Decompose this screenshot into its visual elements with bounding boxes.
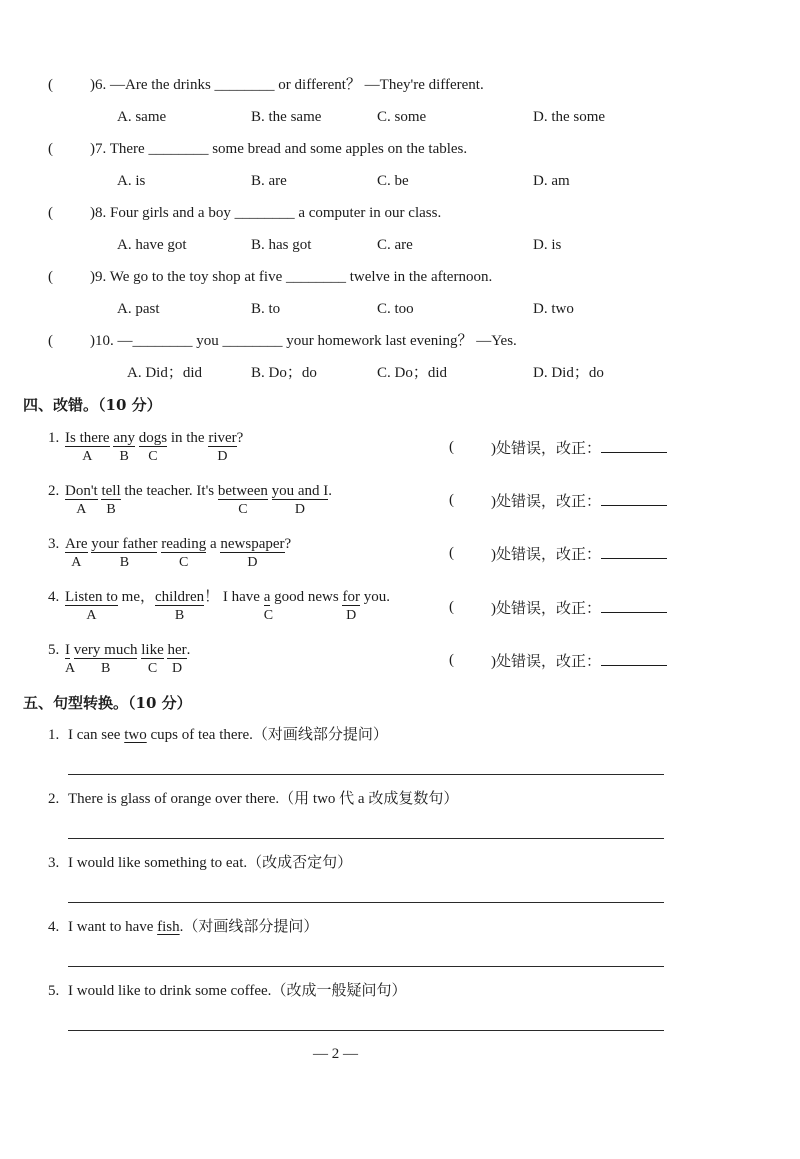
instruction-note: （用 two 代 a 改成复数句） [279,791,459,807]
mc-question-6 [90,76,484,94]
underlined-segment-b [73,642,138,676]
segment-text: like [141,642,164,658]
correction-answer-3 [491,544,667,564]
sentence-text: good news [274,589,339,605]
sentence-text: I would like something to eat. [68,855,248,871]
answer-paren: ( [449,545,454,561]
mc-question-9 [90,268,492,286]
segment-letter-c: C [179,555,189,570]
question-number: )6. [90,77,107,93]
instruction-note: （对画线部分提问） [252,727,388,743]
item-number: 5. [48,983,60,999]
question-number: )8. [90,205,107,221]
answer-paren: ( [449,652,454,668]
option-b: B. the same [251,109,322,125]
segment-letter-a: A [86,608,97,623]
underlined-segment-a [65,642,76,676]
item-number: 4. [48,919,60,935]
option-b: B. to [251,301,281,317]
segment-letter-c: C [148,449,158,464]
segment-text: I [65,642,70,658]
underlined-segment-b [101,483,121,517]
segment-text: Are [65,536,88,552]
segment-letter-a: A [65,661,76,676]
segment-letter-d: D [247,555,258,570]
answer-label: )处错误，改正： [491,654,601,670]
segment-text: Is there [65,430,110,446]
question-number: )7. [90,141,107,157]
item-number: 3. [48,855,60,871]
sentence-text: I can see [68,727,125,743]
item-number: 1. [48,430,60,446]
option-b: B. has got [251,237,312,253]
instruction-note: （改成一般疑问句） [271,983,407,999]
answer-line [68,902,664,903]
option-c: C. some [377,109,427,125]
correction-item-4 [48,588,390,623]
underlined-segment-c [217,483,268,517]
mc-question-7 [90,140,467,158]
segment-letter-c: C [263,608,274,623]
segment-letter-b: B [100,661,111,676]
segment-text: you and I [271,483,329,499]
underlined-segment-d [220,536,285,570]
segment-letter-c: C [147,661,158,676]
question-number: )10. [90,333,114,349]
answer-paren: ( [449,492,454,508]
underlined-segment-b [91,536,158,570]
underlined-segment-a [65,483,98,517]
sentence-text: ！ I have [204,589,260,605]
segment-text: Don't [65,483,98,499]
sentence-text: in the [170,430,205,446]
sentence-text: . [328,483,333,499]
underlined-word: fish [157,919,180,935]
segment-text: any [113,430,135,446]
item-number: 3. [48,536,60,552]
option-c: C. are [377,237,413,253]
sentence-text: I would like to drink some coffee. [68,983,272,999]
instruction-note: （对画线部分提问） [183,919,319,935]
sentence-text: . [186,642,191,658]
correction-item-1 [48,429,244,464]
question-stem: We go to the toy shop at five ________ twelve in the afternoon. [109,269,493,285]
segment-text: tell [101,483,121,499]
mc-question-8 [90,204,441,222]
underlined-segment-d [167,642,187,676]
segment-letter-b: B [119,449,129,464]
answer-blank [601,491,667,506]
option-c: C. Do；did [377,365,448,381]
transform-item-3 [48,854,352,872]
correction-answer-4 [491,598,667,618]
transform-item-1 [48,726,388,744]
segment-letter-d: D [294,502,305,517]
option-b: B. Do；do [251,365,317,381]
sentence-text: me， [121,589,155,605]
segment-text: her [167,642,187,658]
answer-paren: ( [449,599,454,615]
sentence-text: . [179,919,184,935]
item-number: 5. [48,642,60,658]
option-a: A. past [117,301,160,317]
underlined-segment-b [113,430,135,464]
underlined-segment-c [161,536,207,570]
option-d: D. the some [533,109,606,125]
transform-item-4 [48,918,318,936]
option-a: A. same [117,109,167,125]
answer-label: )处错误，改正： [491,441,601,457]
answer-paren: ( [48,333,53,349]
sentence-text: a [209,536,217,552]
question-stem: —________ you ________ your homework last evening？ —Yes. [117,333,517,349]
answer-line [68,1030,664,1031]
page-number: — 2 — [313,1046,358,1062]
section-header-correction: 四、改错。（10 分） [23,396,162,414]
segment-text: for [342,589,360,605]
segment-letter-b: B [119,555,130,570]
segment-letter-a: A [71,555,82,570]
segment-text: between [217,483,268,499]
answer-label: )处错误，改正： [491,601,601,617]
underlined-segment-d [208,430,237,464]
item-number: 2. [48,791,60,807]
transform-item-5 [48,982,406,1000]
option-b: B. are [251,173,287,189]
underlined-segment-c [263,589,274,623]
answer-line [68,774,664,775]
segment-text: your father [91,536,158,552]
segment-letter-a: A [82,449,93,464]
segment-text: Listen to [65,589,118,605]
segment-text: dogs [138,430,168,446]
option-a: A. have got [117,237,187,253]
segment-letter-d: D [172,661,183,676]
segment-text: reading [161,536,207,552]
segment-letter-c: C [238,502,248,517]
sentence-text: ? [284,536,292,552]
option-a: A. is [117,173,146,189]
answer-blank [601,598,667,613]
segment-letter-d: D [346,608,357,623]
correction-item-3 [48,535,292,570]
question-stem: —Are the drinks ________ or different？ —They're different. [110,77,484,93]
segment-letter-d: D [217,449,228,464]
underlined-segment-c [138,430,168,464]
sentence-text: ? [236,430,244,446]
answer-blank [601,438,667,453]
option-c: C. too [377,301,414,317]
underlined-segment-a [65,536,88,570]
segment-letter-a: A [76,502,87,517]
instruction-note: （改成否定句） [247,855,353,871]
answer-paren: ( [48,77,53,93]
sentence-text: I want to have [68,919,158,935]
question-stem: There ________ some bread and some apples on the tables. [109,141,468,157]
item-number: 1. [48,727,60,743]
option-d: D. is [533,237,562,253]
transform-item-2 [48,790,458,808]
sentence-text: the teacher. It's [124,483,215,499]
underlined-segment-a [65,589,118,623]
answer-paren: ( [48,205,53,221]
answer-line [68,966,664,967]
correction-answer-2 [491,491,667,511]
correction-item-5 [48,641,191,676]
answer-paren: ( [48,269,53,285]
segment-text: very much [73,642,138,658]
answer-blank [601,544,667,559]
segment-text: river [208,430,237,446]
segment-letter-b: B [106,502,116,517]
sentence-text: There is glass of orange over there. [68,791,280,807]
answer-label: )处错误，改正： [491,547,601,563]
option-a: A. Did；did [127,365,203,381]
underlined-word: two [124,727,147,743]
answer-line [68,838,664,839]
segment-text: children [155,589,205,605]
question-stem: Four girls and a boy ________ a computer in our class. [110,205,442,221]
correction-answer-5 [491,651,667,671]
segment-text: newspaper [220,536,285,552]
section-header-transform: 五、句型转换。（10 分） [23,694,192,712]
option-d: D. two [533,301,574,317]
answer-paren: ( [449,439,454,455]
option-d: D. am [533,173,570,189]
underlined-segment-d [271,483,329,517]
segment-letter-b: B [174,608,185,623]
underlined-segment-c [141,642,164,676]
sentence-text: you. [363,589,390,605]
underlined-segment-b [155,589,205,623]
option-c: C. be [377,173,409,189]
answer-paren: ( [48,141,53,157]
sentence-text: cups of tea there. [146,727,253,743]
answer-label: )处错误，改正： [491,494,601,510]
underlined-segment-a [65,430,110,464]
mc-question-10 [90,332,517,350]
option-d: D. Did；do [533,365,604,381]
answer-blank [601,651,667,666]
question-number: )9. [90,269,107,285]
item-number: 2. [48,483,60,499]
segment-text: a [263,589,271,605]
underlined-segment-d [342,589,360,623]
correction-item-2 [48,482,333,517]
item-number: 4. [48,589,60,605]
correction-answer-1 [491,438,667,458]
